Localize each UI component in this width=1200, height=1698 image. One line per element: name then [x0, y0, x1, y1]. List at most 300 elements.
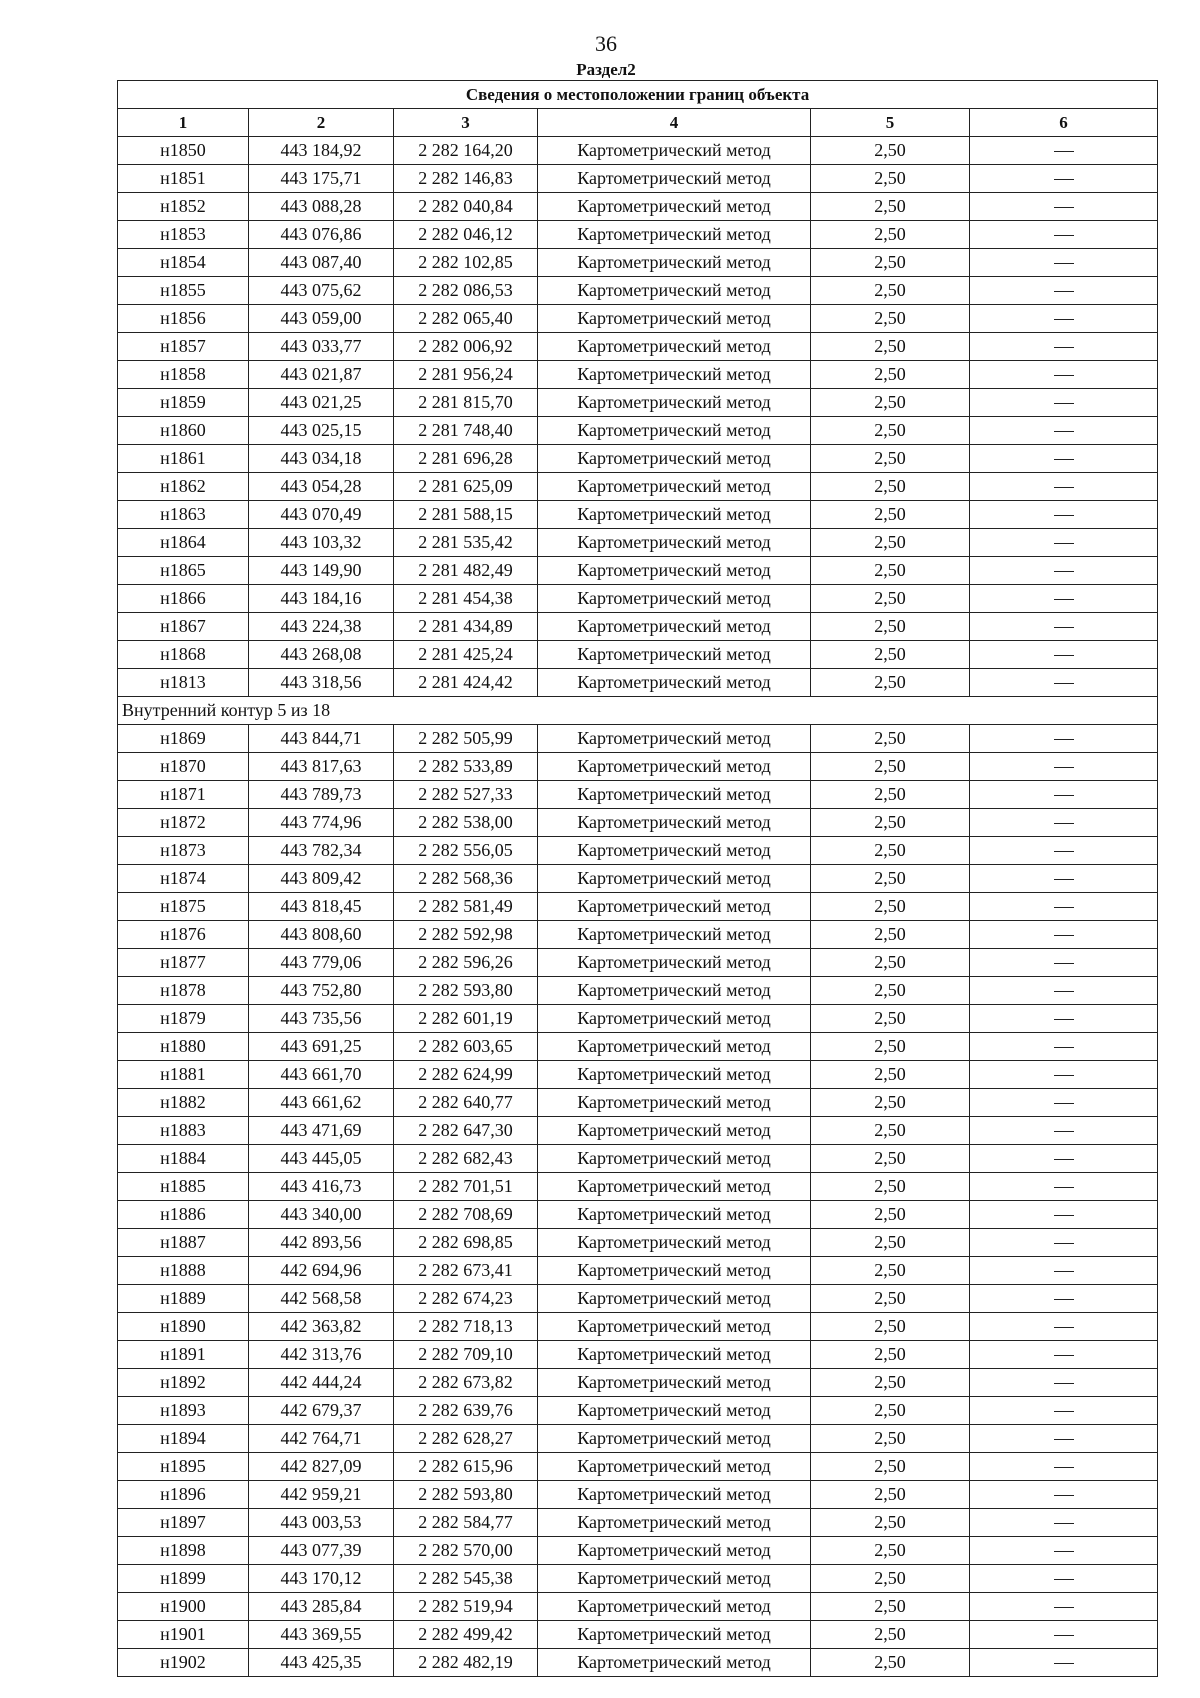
method-cell: Картометрический метод: [538, 445, 811, 473]
dash-mark: [1054, 1467, 1074, 1468]
column-header: 3: [394, 109, 538, 137]
y-coordinate-cell: 2 282 519,94: [394, 1593, 538, 1621]
method-cell: Картометрический метод: [538, 1649, 811, 1677]
description-cell: [970, 221, 1158, 249]
description-cell: [970, 1201, 1158, 1229]
dash-mark: [1054, 1327, 1074, 1328]
accuracy-cell: 2,50: [811, 921, 970, 949]
accuracy-cell: 2,50: [811, 725, 970, 753]
description-cell: [970, 361, 1158, 389]
point-id-cell: н1902: [118, 1649, 249, 1677]
point-id-cell: н1901: [118, 1621, 249, 1649]
method-cell: Картометрический метод: [538, 1005, 811, 1033]
x-coordinate-cell: 443 087,40: [249, 249, 394, 277]
y-coordinate-cell: 2 281 815,70: [394, 389, 538, 417]
accuracy-cell: 2,50: [811, 557, 970, 585]
method-cell: Картометрический метод: [538, 1201, 811, 1229]
dash-mark: [1054, 263, 1074, 264]
accuracy-cell: 2,50: [811, 1201, 970, 1229]
accuracy-cell: 2,50: [811, 277, 970, 305]
point-id-cell: н1862: [118, 473, 249, 501]
description-cell: [970, 585, 1158, 613]
point-id-cell: н1875: [118, 893, 249, 921]
table-row: [118, 1397, 1158, 1425]
x-coordinate-cell: 443 021,87: [249, 361, 394, 389]
method-cell: Картометрический метод: [538, 1621, 811, 1649]
accuracy-cell: 2,50: [811, 1257, 970, 1285]
method-cell: Картометрический метод: [538, 1117, 811, 1145]
y-coordinate-cell: 2 282 584,77: [394, 1509, 538, 1537]
description-cell: [970, 753, 1158, 781]
accuracy-cell: 2,50: [811, 361, 970, 389]
point-id-cell: н1857: [118, 333, 249, 361]
dash-mark: [1054, 1439, 1074, 1440]
method-cell: Картометрический метод: [538, 1257, 811, 1285]
x-coordinate-cell: 443 808,60: [249, 921, 394, 949]
point-id-cell: н1890: [118, 1313, 249, 1341]
description-cell: [970, 137, 1158, 165]
accuracy-cell: 2,50: [811, 1061, 970, 1089]
point-id-cell: н1874: [118, 865, 249, 893]
dash-mark: [1054, 935, 1074, 936]
point-id-cell: н1878: [118, 977, 249, 1005]
table-row: [118, 1257, 1158, 1285]
method-cell: Картометрический метод: [538, 865, 811, 893]
y-coordinate-cell: 2 282 593,80: [394, 1481, 538, 1509]
method-cell: Картометрический метод: [538, 1453, 811, 1481]
point-id-cell: н1813: [118, 669, 249, 697]
table-row: [118, 1089, 1158, 1117]
accuracy-cell: 2,50: [811, 1565, 970, 1593]
table-row: [118, 305, 1158, 333]
table-row: [118, 193, 1158, 221]
method-cell: Картометрический метод: [538, 753, 811, 781]
accuracy-cell: 2,50: [811, 669, 970, 697]
table-row: [118, 585, 1158, 613]
x-coordinate-cell: 442 363,82: [249, 1313, 394, 1341]
x-coordinate-cell: 442 444,24: [249, 1369, 394, 1397]
point-id-cell: н1882: [118, 1089, 249, 1117]
dash-mark: [1054, 235, 1074, 236]
accuracy-cell: 2,50: [811, 389, 970, 417]
x-coordinate-cell: 443 034,18: [249, 445, 394, 473]
point-id-cell: н1895: [118, 1453, 249, 1481]
point-id-cell: н1873: [118, 837, 249, 865]
table-row: [118, 1341, 1158, 1369]
point-id-cell: н1891: [118, 1341, 249, 1369]
y-coordinate-cell: 2 282 499,42: [394, 1621, 538, 1649]
x-coordinate-cell: 443 691,25: [249, 1033, 394, 1061]
accuracy-cell: 2,50: [811, 781, 970, 809]
dash-mark: [1054, 1019, 1074, 1020]
dash-mark: [1054, 543, 1074, 544]
table-row: [118, 1621, 1158, 1649]
y-coordinate-cell: 2 282 164,20: [394, 137, 538, 165]
description-cell: [970, 1565, 1158, 1593]
accuracy-cell: 2,50: [811, 1481, 970, 1509]
y-coordinate-cell: 2 282 647,30: [394, 1117, 538, 1145]
x-coordinate-cell: 443 735,56: [249, 1005, 394, 1033]
point-id-cell: н1889: [118, 1285, 249, 1313]
method-cell: Картометрический метод: [538, 1229, 811, 1257]
x-coordinate-cell: 443 340,00: [249, 1201, 394, 1229]
accuracy-cell: 2,50: [811, 473, 970, 501]
table-row: [118, 165, 1158, 193]
section-title: Раздел2: [576, 60, 636, 79]
y-coordinate-cell: 2 282 065,40: [394, 305, 538, 333]
description-cell: [970, 165, 1158, 193]
dash-mark: [1054, 879, 1074, 880]
method-cell: Картометрический метод: [538, 921, 811, 949]
description-cell: [970, 333, 1158, 361]
x-coordinate-cell: 443 818,45: [249, 893, 394, 921]
x-coordinate-cell: 443 774,96: [249, 809, 394, 837]
description-cell: [970, 1033, 1158, 1061]
accuracy-cell: 2,50: [811, 1369, 970, 1397]
y-coordinate-cell: 2 282 146,83: [394, 165, 538, 193]
table-row: [118, 669, 1158, 697]
description-cell: [970, 1593, 1158, 1621]
y-coordinate-cell: 2 281 454,38: [394, 585, 538, 613]
x-coordinate-cell: 443 844,71: [249, 725, 394, 753]
dash-mark: [1054, 1663, 1074, 1664]
description-cell: [970, 193, 1158, 221]
point-id-cell: н1855: [118, 277, 249, 305]
accuracy-cell: 2,50: [811, 1089, 970, 1117]
accuracy-cell: 2,50: [811, 977, 970, 1005]
x-coordinate-cell: 443 779,06: [249, 949, 394, 977]
point-id-cell: н1851: [118, 165, 249, 193]
dash-mark: [1054, 1103, 1074, 1104]
dash-mark: [1054, 1495, 1074, 1496]
description-cell: [970, 781, 1158, 809]
method-cell: Картометрический метод: [538, 249, 811, 277]
accuracy-cell: 2,50: [811, 1649, 970, 1677]
method-cell: Картометрический метод: [538, 613, 811, 641]
x-coordinate-cell: 443 033,77: [249, 333, 394, 361]
table-row: [118, 1145, 1158, 1173]
accuracy-cell: 2,50: [811, 1117, 970, 1145]
accuracy-cell: 2,50: [811, 417, 970, 445]
y-coordinate-cell: 2 282 718,13: [394, 1313, 538, 1341]
method-cell: Картометрический метод: [538, 221, 811, 249]
description-cell: [970, 1229, 1158, 1257]
accuracy-cell: 2,50: [811, 1537, 970, 1565]
dash-mark: [1054, 1159, 1074, 1160]
x-coordinate-cell: 442 764,71: [249, 1425, 394, 1453]
table-row: [118, 1565, 1158, 1593]
x-coordinate-cell: 442 893,56: [249, 1229, 394, 1257]
table-row: [118, 921, 1158, 949]
column-header: 4: [538, 109, 811, 137]
dash-mark: [1054, 851, 1074, 852]
accuracy-cell: 2,50: [811, 1005, 970, 1033]
x-coordinate-cell: 443 059,00: [249, 305, 394, 333]
point-id-cell: н1872: [118, 809, 249, 837]
y-coordinate-cell: 2 281 482,49: [394, 557, 538, 585]
dash-mark: [1054, 1271, 1074, 1272]
x-coordinate-cell: 443 471,69: [249, 1117, 394, 1145]
accuracy-cell: 2,50: [811, 445, 970, 473]
accuracy-cell: 2,50: [811, 529, 970, 557]
point-id-cell: н1854: [118, 249, 249, 277]
dash-mark: [1054, 1523, 1074, 1524]
table-row: [118, 277, 1158, 305]
method-cell: Картометрический метод: [538, 501, 811, 529]
table-row: [118, 445, 1158, 473]
point-id-cell: н1850: [118, 137, 249, 165]
accuracy-cell: 2,50: [811, 585, 970, 613]
point-id-cell: н1861: [118, 445, 249, 473]
dash-mark: [1054, 1131, 1074, 1132]
y-coordinate-cell: 2 281 956,24: [394, 361, 538, 389]
column-header: 6: [970, 109, 1158, 137]
x-coordinate-cell: 443 369,55: [249, 1621, 394, 1649]
description-cell: [970, 949, 1158, 977]
point-id-cell: н1866: [118, 585, 249, 613]
y-coordinate-cell: 2 282 593,80: [394, 977, 538, 1005]
y-coordinate-cell: 2 282 556,05: [394, 837, 538, 865]
y-coordinate-cell: 2 282 482,19: [394, 1649, 538, 1677]
y-coordinate-cell: 2 282 086,53: [394, 277, 538, 305]
dash-mark: [1054, 1299, 1074, 1300]
y-coordinate-cell: 2 282 046,12: [394, 221, 538, 249]
point-id-cell: н1884: [118, 1145, 249, 1173]
table-row: [118, 1117, 1158, 1145]
description-cell: [970, 557, 1158, 585]
y-coordinate-cell: 2 282 701,51: [394, 1173, 538, 1201]
method-cell: Картометрический метод: [538, 473, 811, 501]
accuracy-cell: 2,50: [811, 893, 970, 921]
point-id-cell: н1883: [118, 1117, 249, 1145]
y-coordinate-cell: 2 282 538,00: [394, 809, 538, 837]
table-row: [118, 837, 1158, 865]
point-id-cell: н1876: [118, 921, 249, 949]
x-coordinate-cell: 443 054,28: [249, 473, 394, 501]
y-coordinate-cell: 2 282 596,26: [394, 949, 538, 977]
table-row: [118, 501, 1158, 529]
x-coordinate-cell: 443 809,42: [249, 865, 394, 893]
point-id-cell: н1897: [118, 1509, 249, 1537]
description-cell: [970, 1145, 1158, 1173]
contour-heading-row: [118, 697, 1158, 725]
column-header: 1: [118, 109, 249, 137]
x-coordinate-cell: 443 075,62: [249, 277, 394, 305]
description-cell: [970, 865, 1158, 893]
description-cell: [970, 1341, 1158, 1369]
accuracy-cell: 2,50: [811, 249, 970, 277]
x-coordinate-cell: 443 149,90: [249, 557, 394, 585]
dash-mark: [1054, 375, 1074, 376]
table-row: [118, 1285, 1158, 1313]
point-id-cell: н1892: [118, 1369, 249, 1397]
method-cell: Картометрический метод: [538, 529, 811, 557]
x-coordinate-cell: 443 184,92: [249, 137, 394, 165]
dash-mark: [1054, 599, 1074, 600]
x-coordinate-cell: 443 416,73: [249, 1173, 394, 1201]
table-row: [118, 725, 1158, 753]
method-cell: Картометрический метод: [538, 1061, 811, 1089]
method-cell: Картометрический метод: [538, 417, 811, 445]
dash-mark: [1054, 207, 1074, 208]
description-cell: [970, 249, 1158, 277]
method-cell: Картометрический метод: [538, 837, 811, 865]
description-cell: [970, 501, 1158, 529]
description-cell: [970, 1005, 1158, 1033]
point-id-cell: н1881: [118, 1061, 249, 1089]
accuracy-cell: 2,50: [811, 137, 970, 165]
x-coordinate-cell: 442 827,09: [249, 1453, 394, 1481]
x-coordinate-cell: 443 003,53: [249, 1509, 394, 1537]
accuracy-cell: 2,50: [811, 1145, 970, 1173]
y-coordinate-cell: 2 282 533,89: [394, 753, 538, 781]
dash-mark: [1054, 963, 1074, 964]
description-cell: [970, 1285, 1158, 1313]
table-row: [118, 1229, 1158, 1257]
y-coordinate-cell: 2 282 570,00: [394, 1537, 538, 1565]
method-cell: Картометрический метод: [538, 557, 811, 585]
y-coordinate-cell: 2 282 568,36: [394, 865, 538, 893]
point-id-cell: н1869: [118, 725, 249, 753]
accuracy-cell: 2,50: [811, 165, 970, 193]
description-cell: [970, 921, 1158, 949]
y-coordinate-cell: 2 282 040,84: [394, 193, 538, 221]
table-row: [118, 781, 1158, 809]
table-row: [118, 557, 1158, 585]
table-row: [118, 1453, 1158, 1481]
x-coordinate-cell: 442 959,21: [249, 1481, 394, 1509]
dash-mark: [1054, 739, 1074, 740]
accuracy-cell: 2,50: [811, 1621, 970, 1649]
point-id-cell: н1896: [118, 1481, 249, 1509]
y-coordinate-cell: 2 282 628,27: [394, 1425, 538, 1453]
accuracy-cell: 2,50: [811, 641, 970, 669]
accuracy-cell: 2,50: [811, 333, 970, 361]
description-cell: [970, 1173, 1158, 1201]
contour-heading: Внутренний контур 5 из 18: [118, 697, 1158, 725]
y-coordinate-cell: 2 282 505,99: [394, 725, 538, 753]
dash-mark: [1054, 1075, 1074, 1076]
y-coordinate-cell: 2 282 640,77: [394, 1089, 538, 1117]
point-id-cell: н1870: [118, 753, 249, 781]
table-row: [118, 1201, 1158, 1229]
point-id-cell: н1863: [118, 501, 249, 529]
x-coordinate-cell: 443 224,38: [249, 613, 394, 641]
dash-mark: [1054, 1411, 1074, 1412]
description-cell: [970, 305, 1158, 333]
dash-mark: [1054, 431, 1074, 432]
x-coordinate-cell: 443 661,62: [249, 1089, 394, 1117]
description-cell: [970, 809, 1158, 837]
accuracy-cell: 2,50: [811, 1229, 970, 1257]
point-id-cell: н1885: [118, 1173, 249, 1201]
table-row: [118, 333, 1158, 361]
y-coordinate-cell: 2 281 696,28: [394, 445, 538, 473]
y-coordinate-cell: 2 282 673,41: [394, 1257, 538, 1285]
method-cell: Картометрический метод: [538, 137, 811, 165]
y-coordinate-cell: 2 282 581,49: [394, 893, 538, 921]
method-cell: Картометрический метод: [538, 1285, 811, 1313]
x-coordinate-cell: 442 313,76: [249, 1341, 394, 1369]
method-cell: Картометрический метод: [538, 781, 811, 809]
table-row: [118, 865, 1158, 893]
x-coordinate-cell: 443 103,32: [249, 529, 394, 557]
accuracy-cell: 2,50: [811, 305, 970, 333]
description-cell: [970, 669, 1158, 697]
table-row: [118, 529, 1158, 557]
method-cell: Картометрический метод: [538, 641, 811, 669]
description-cell: [970, 977, 1158, 1005]
x-coordinate-cell: 442 694,96: [249, 1257, 394, 1285]
dash-mark: [1054, 795, 1074, 796]
table-row: [118, 949, 1158, 977]
method-cell: Картометрический метод: [538, 1537, 811, 1565]
x-coordinate-cell: 443 175,71: [249, 165, 394, 193]
dash-mark: [1054, 403, 1074, 404]
accuracy-cell: 2,50: [811, 949, 970, 977]
point-id-cell: н1860: [118, 417, 249, 445]
table-row: [118, 1481, 1158, 1509]
description-cell: [970, 417, 1158, 445]
x-coordinate-cell: 442 679,37: [249, 1397, 394, 1425]
method-cell: Картометрический метод: [538, 305, 811, 333]
x-coordinate-cell: 443 077,39: [249, 1537, 394, 1565]
point-id-cell: н1856: [118, 305, 249, 333]
dash-mark: [1054, 487, 1074, 488]
description-cell: [970, 473, 1158, 501]
outer-contour-rows: [118, 137, 1158, 697]
method-cell: Картометрический метод: [538, 165, 811, 193]
x-coordinate-cell: 443 817,63: [249, 753, 394, 781]
accuracy-cell: 2,50: [811, 501, 970, 529]
table-row: [118, 893, 1158, 921]
table-row: [118, 389, 1158, 417]
accuracy-cell: 2,50: [811, 1453, 970, 1481]
x-coordinate-cell: 443 285,84: [249, 1593, 394, 1621]
accuracy-cell: 2,50: [811, 837, 970, 865]
accuracy-cell: 2,50: [811, 1593, 970, 1621]
table-row: [118, 1061, 1158, 1089]
dash-mark: [1054, 459, 1074, 460]
x-coordinate-cell: 443 184,16: [249, 585, 394, 613]
table-row: [118, 1425, 1158, 1453]
method-cell: Картометрический метод: [538, 1313, 811, 1341]
description-cell: [970, 1649, 1158, 1677]
accuracy-cell: 2,50: [811, 1509, 970, 1537]
description-cell: [970, 893, 1158, 921]
dash-mark: [1054, 179, 1074, 180]
y-coordinate-cell: 2 281 535,42: [394, 529, 538, 557]
description-cell: [970, 641, 1158, 669]
accuracy-cell: 2,50: [811, 1313, 970, 1341]
table-row: [118, 1509, 1158, 1537]
contour-heading-section: [118, 697, 1158, 725]
description-cell: [970, 1117, 1158, 1145]
point-id-cell: н1859: [118, 389, 249, 417]
method-cell: Картометрический метод: [538, 389, 811, 417]
accuracy-cell: 2,50: [811, 193, 970, 221]
method-cell: Картометрический метод: [538, 1173, 811, 1201]
point-id-cell: н1887: [118, 1229, 249, 1257]
method-cell: Картометрический метод: [538, 1565, 811, 1593]
table-row: [118, 249, 1158, 277]
point-id-cell: н1865: [118, 557, 249, 585]
x-coordinate-cell: 443 170,12: [249, 1565, 394, 1593]
table-row: [118, 977, 1158, 1005]
x-coordinate-cell: 443 318,56: [249, 669, 394, 697]
x-coordinate-cell: 443 268,08: [249, 641, 394, 669]
dash-mark: [1054, 1635, 1074, 1636]
